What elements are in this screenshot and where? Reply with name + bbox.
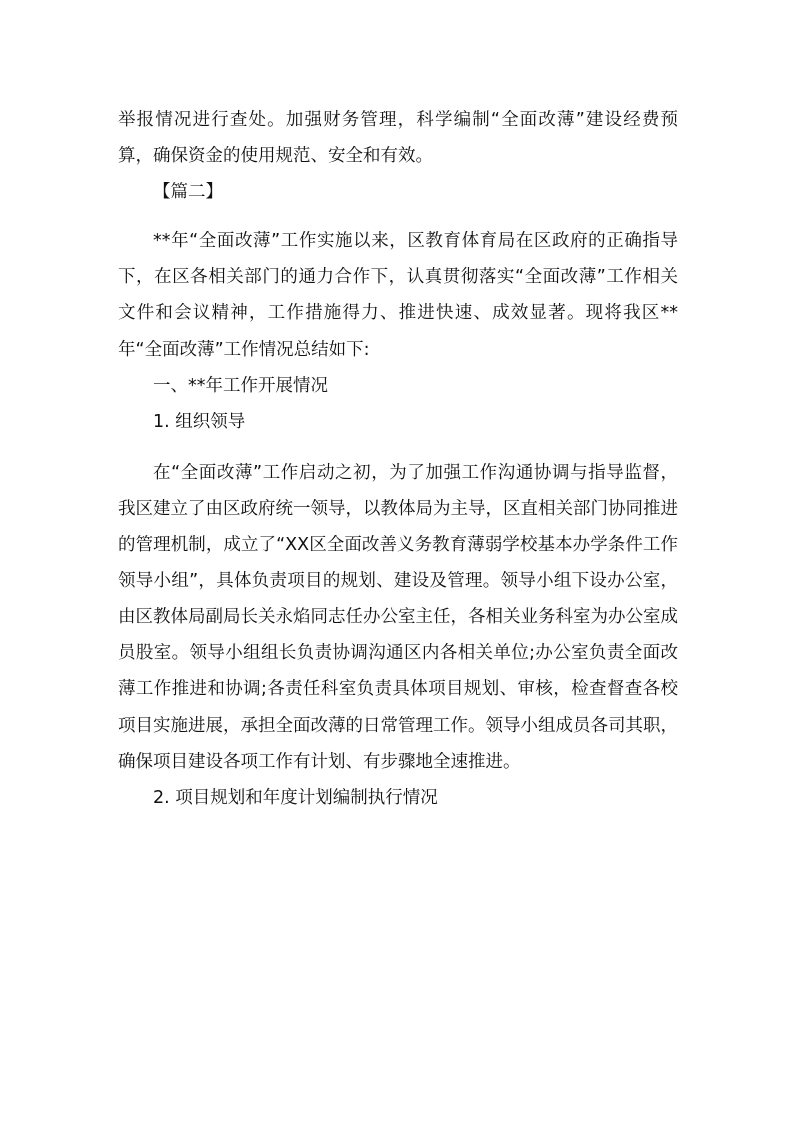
document-body: [118, 102, 678, 816]
paragraph-intro: **年“全面改薄”工作实施以来，区教育体育局在区政府的正确指导下，在区各相关部门的通力合作下，认真贯彻落实“全面改薄”工作相关文件和会议精神，工作措施得力、推进快速、成效显著。现将我区**年“全面改薄”工作情况总结如下:: [118, 231, 678, 360]
section-heading: 一、**年工作开展情况: [153, 375, 328, 396]
subsection-heading-organization: 1. 组织领导: [153, 411, 246, 432]
paragraph-continuation: 举报情况进行查处。加强财务管理，科学编制“全面改薄”建设经费预算，确保资金的使用规范、安全和有效。: [118, 110, 678, 167]
paragraph-organization: 在“全面改薄”工作启动之初，为了加强工作沟通协调与指导监督，我区建立了由区政府统一领导，以教体局为主导，区直相关部门协同推进的管理机制，成立了“XX区全面改善义务教育薄弱学校基本办学条件工作领导小组”，具体负责项目的规划、建设及管理。领导小组下设办公室，由区教体局副局长关永焰同志任办公室主任，各相关业务科室为办公室成员股室。领导小组组长负责协调沟通区内各相关单位;办公室负责全面改薄工作推进和协调;各责任科室负责具体项目规划、审核，检查督查各校项目实施进展，承担全面改薄的日常管理工作。领导小组成员各司其职，确保项目建设各项工作有计划、有步骤地全速推进。: [118, 462, 678, 772]
section-marker: 【篇二】: [153, 182, 223, 203]
subsection-heading-planning: 2. 项目规划和年度计划编制执行情况: [153, 787, 438, 808]
